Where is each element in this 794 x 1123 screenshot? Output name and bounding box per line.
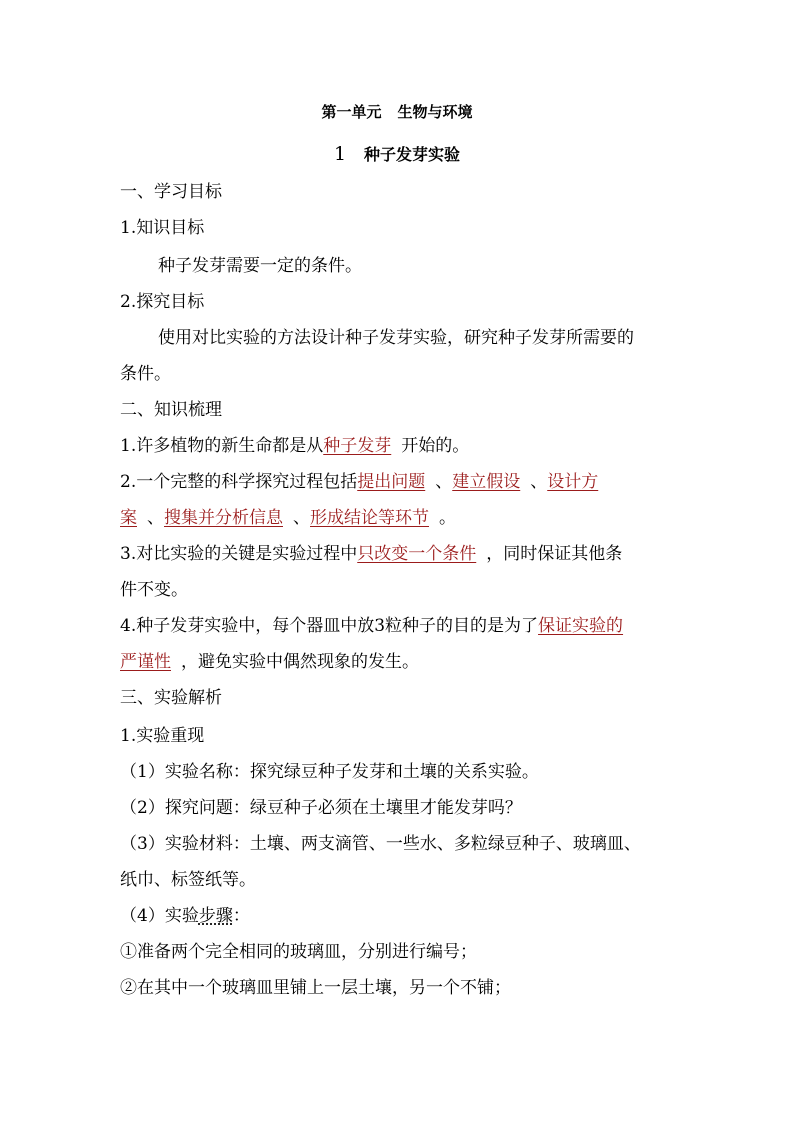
inquiry-goal-label: 2.探究目标 (120, 292, 205, 312)
question-4 (120, 614, 680, 638)
lesson-title-text: 种子发芽实验 (364, 145, 461, 164)
inquiry-goal-text-cont: 条件。 (120, 364, 171, 384)
question-4-suffix: ，避免实验中偶然现象的发生。 (181, 652, 419, 672)
knowledge-goal-label: 1.知识目标 (120, 218, 205, 238)
section-heading-goals: 一、学习目标 (120, 182, 222, 202)
separator: 、 (293, 508, 310, 528)
unit-title-number: 第一单元 (321, 103, 382, 121)
unit-title-name: 生物与环境 (397, 103, 473, 121)
lesson-number: 1 (333, 143, 347, 165)
separator: 、 (147, 508, 164, 528)
question-3-prefix: 3.对比实验的关键是实验过程中 (120, 544, 358, 564)
question-3 (120, 542, 680, 566)
question-1 (120, 434, 680, 458)
question-3-suffix: ，同时保证其他条 (486, 544, 623, 564)
section-heading-knowledge: 二、知识梳理 (120, 400, 222, 420)
answer-form-conclusion: 形成结论等环节 (310, 508, 429, 528)
answer-collect-analyze: 搜集并分析信息 (164, 508, 283, 528)
question-2-cont (120, 506, 680, 530)
separator: 、 (435, 472, 453, 492)
answer-design-plan-cont: 案 (120, 508, 137, 528)
experiment-question: （2）探究问题：绿豆种子必须在土壤里才能发芽吗？ (120, 798, 522, 818)
question-2-prefix: 2.一个完整的科学探究过程包括 (120, 472, 358, 492)
unit-title (0, 100, 794, 124)
steps-label-colon: ： (232, 906, 250, 926)
answer-ask-question: 提出问题 (357, 472, 426, 492)
experiment-name: （1）实验名称：探究绿豆种子发芽和土壤的关系实验。 (120, 762, 539, 782)
answer-change-one-condition: 只改变一个条件 (357, 544, 477, 564)
steps-label-word: 步骤 (198, 906, 233, 926)
answer-rigor-cont: 严谨性 (120, 652, 171, 672)
answer-seed-germination: 种子发芽 (323, 436, 392, 456)
section-heading-experiment: 三、实验解析 (120, 688, 222, 708)
experiment-step-2: ②在其中一个玻璃皿里铺上一层土壤，另一个不铺； (120, 978, 511, 998)
steps-label-prefix: （4）实验 (120, 906, 199, 926)
question-1-prefix: 1.许多植物的新生命都是从 (120, 436, 324, 456)
answer-ensure-rigor: 保证实验的 (538, 616, 624, 636)
experiment-steps-label (120, 904, 680, 928)
question-1-suffix: 开始的。 (401, 436, 470, 456)
period: 。 (439, 508, 456, 528)
question-4-prefix: 4.种子发芽实验中，每个器皿中放3粒种子的目的是为了 (120, 616, 539, 636)
experiment-materials: （3）实验材料：土壤、两支滴管、一些水、多粒绿豆种子、玻璃皿、 (120, 834, 641, 854)
question-4-cont (120, 650, 680, 674)
experiment-step-1: ①准备两个完全相同的玻璃皿，分别进行编号； (120, 942, 477, 962)
question-3-cont: 件不变。 (120, 580, 188, 600)
inquiry-goal-text: 使用对比实验的方法设计种子发芽实验，研究种子发芽所需要的 (158, 328, 634, 348)
lesson-title (0, 142, 794, 167)
experiment-reproduction-label: 1.实验重现 (120, 726, 205, 746)
answer-build-hypothesis: 建立假设 (452, 472, 521, 492)
knowledge-goal-text: 种子发芽需要一定的条件。 (158, 256, 362, 276)
experiment-materials-cont: 纸巾、标签纸等。 (120, 870, 256, 890)
question-2 (120, 470, 676, 494)
answer-design-plan: 设计方 (547, 472, 599, 492)
separator: 、 (530, 472, 548, 492)
